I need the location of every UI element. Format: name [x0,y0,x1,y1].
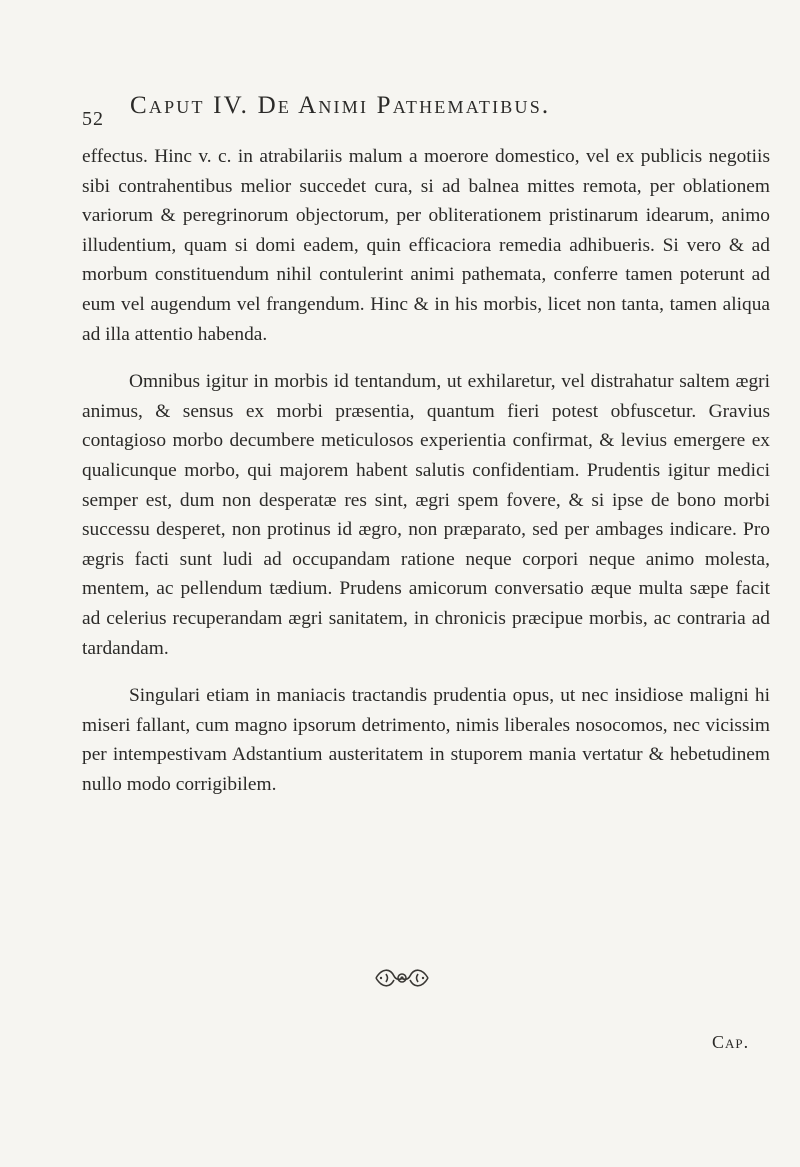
paragraph-omnibus: Omnibus igitur in morbis id tentandum, ut exhilaretur, vel distrahatur saltem ægri animus, & sensus ex morbi præsentia, quantum fieri potest obfuscetur. Gravius contagioso morbo decumbere meticulosos experientia confirmat, & levius emergere ex qualicunque morbo, qui majorem habent salutis confidentiam. Prudentis igitur medici semper est, dum non desperatæ res sint, ægri spem fovere, & si ipse de bono morbi successu desperet, non protinus id ægro, non præparato, sed per ambages indicare. Pro ægris facti sunt ludi ad occupandam ratione neque corpori neque animo molesta, mentem, ac pellendum tædium. Prudens amicorum conversatio æque multa sæpe facit ad celerius recuperandam ægri sanitatem, in chronicis præcipue morbis, ac contraria ad tardandam. [82,371,770,659]
running-head: Caput IV. De Animi Pathematibus. [130,92,551,119]
printer-ornament-icon [372,966,432,990]
catchword: Cap. [712,1032,750,1052]
paragraph-gap [82,349,770,367]
paragraph-singulari: Singulari etiam in maniacis tractandis prudentia opus, ut nec insidiose maligni hi miseri fallant, cum magno ipsorum detrimento, nimis liberales nosocomos, nec vicissim per intempestivam Adstantium austeritatem in stuporem mania vertatur & hebetudinem nullo modo corrigibilem. [82,685,770,795]
paragraph-gap [82,663,770,681]
paragraph-continuation: effectus. Hinc v. c. in atrabilariis malum a moerore domestico, vel ex publicis negotiis sibi contrahentibus melior succedet cura, si ad balnea mittes remota, per oblationem variorum & peregrinorum objectorum, per obliterationem pristinarum idearum, animo illudentium, quam si domi eadem, quin efficaciora remedia adhibueris. Si vero & ad morbum constituendum nihil contulerint animi pathemata, conferre tamen poterunt ad eum vel augendum vel frangendum. Hinc & in his morbis, licet non tanta, tamen aliqua ad illa attentio habenda. [82,146,770,345]
page-number: 52 [82,108,104,130]
body-text [82,142,770,799]
